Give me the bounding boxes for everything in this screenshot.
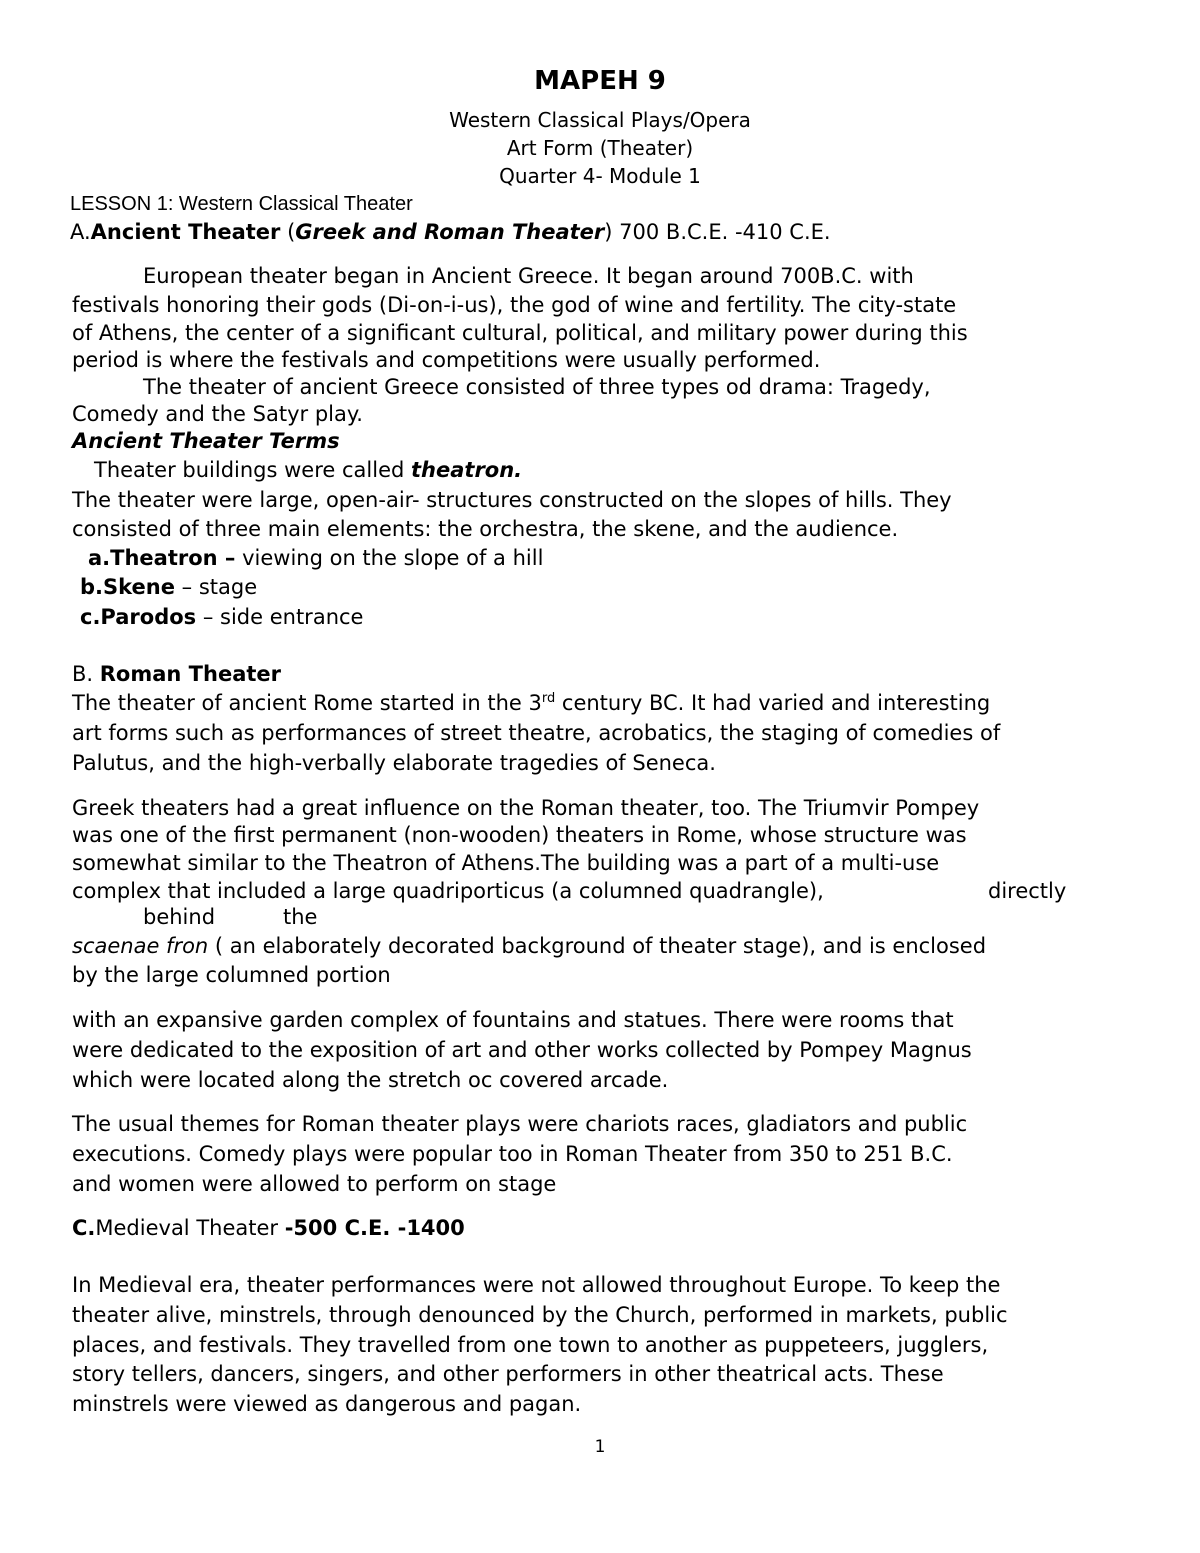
theatron-word: theatron. bbox=[411, 458, 523, 482]
section-a-paren-close: ) bbox=[604, 220, 613, 244]
para-c1-line: theater alive, minstrels, through denounced by the Church, performed in markets, public bbox=[72, 1303, 1008, 1327]
para-c1-line: minstrels were viewed as dangerous and pagan. bbox=[72, 1392, 582, 1416]
para-a2-line: Comedy and the Satyr play. bbox=[72, 402, 363, 426]
para-b1-line: Palutus, and the high-verbally elaborate tragedies of Seneca. bbox=[72, 751, 716, 775]
terms-heading: Ancient Theater Terms bbox=[72, 429, 340, 453]
section-a-dates: 700 B.C.E. -410 C.E. bbox=[612, 220, 831, 244]
subtitle-plays: Western Classical Plays/Opera bbox=[449, 108, 751, 132]
section-a-paren-open: ( bbox=[280, 220, 296, 244]
para-a1-line: period is where the festivals and competitions were usually performed. bbox=[72, 348, 821, 372]
para-a2-line: The theater of ancient Greece consisted of three types od drama: Tragedy, bbox=[143, 375, 931, 399]
theatron-line bbox=[94, 456, 522, 485]
para-b5-line: executions. Comedy plays were popular too in Roman Theater from 350 to 251 B.C. bbox=[72, 1142, 953, 1166]
para-b2-word: the bbox=[283, 905, 318, 929]
para-c1-line: places, and festivals. They travelled from one town to another as puppeteers, jugglers, bbox=[72, 1333, 989, 1357]
para-b3-line: by the large columned portion bbox=[72, 963, 391, 987]
term-skene: b.Skene – stage bbox=[80, 575, 258, 599]
para-b4-line: with an expansive garden complex of fountains and statues. There were rooms that bbox=[72, 1008, 954, 1032]
subtitle-quarter: Quarter 4- Module 1 bbox=[499, 164, 701, 188]
para-c1-line: In Medieval era, theater performances were not allowed throughout Europe. To keep the bbox=[72, 1273, 1001, 1297]
para-b2-line: was one of the first permanent (non-wooden) theaters in Rome, whose structure was bbox=[72, 823, 967, 847]
para-c1-line: story tellers, dancers, singers, and other performers in other theatrical acts. These bbox=[72, 1362, 944, 1386]
para-b5-line: The usual themes for Roman theater plays were chariots races, gladiators and public bbox=[72, 1112, 968, 1136]
para-b2-line: complex that included a large quadriporticus (a columned quadrangle), bbox=[72, 879, 824, 903]
para-b2-line: Greek theaters had a great influence on the Roman theater, too. The Triumvir Pompey bbox=[72, 796, 980, 820]
para-b2-word: behind bbox=[143, 905, 216, 929]
term-parodos: c.Parodos – side entrance bbox=[80, 605, 364, 629]
para-b2-line: somewhat similar to the Theatron of Athens.The building was a part of a multi-use bbox=[72, 851, 940, 875]
lesson-heading: LESSON 1: Western Classical Theater bbox=[70, 193, 413, 215]
section-b-heading: B. Roman Theater bbox=[72, 662, 282, 686]
para-a1-line: European theater began in Ancient Greece. It began around 700B.C. with bbox=[143, 264, 914, 288]
para-terms-line: The theater were large, open-air- structures constructed on the slopes of hills. They bbox=[72, 488, 952, 512]
para-a1-line: festivals honoring their gods (Di-on-i-us), the god of wine and fertility. The city-state bbox=[72, 293, 957, 317]
para-b4-line: were dedicated to the exposition of art and other works collected by Pompey Magnus bbox=[72, 1038, 972, 1062]
term-theatron: a.Theatron – viewing on the slope of a hill bbox=[88, 546, 544, 570]
section-a-heading bbox=[70, 218, 831, 247]
para-b5-line: and women were allowed to perform on stage bbox=[72, 1172, 557, 1196]
section-a-subtitle: Greek and Roman Theater bbox=[295, 220, 605, 244]
section-a-title: Ancient Theater bbox=[90, 220, 281, 244]
theatron-line-text: Theater buildings were called bbox=[94, 458, 411, 482]
section-a-prefix: A. bbox=[70, 220, 91, 244]
para-a1-line: of Athens, the center of a significant cultural, political, and military power during this bbox=[72, 321, 968, 345]
page-number: 1 bbox=[594, 1437, 606, 1457]
subtitle-art-form: Art Form (Theater) bbox=[506, 136, 694, 160]
para-b3-line: scaenae fron ( an elaborately decorated background of theater stage), and is enclosed bbox=[72, 934, 987, 958]
para-terms-line: consisted of three main elements: the orchestra, the skene, and the audience. bbox=[72, 517, 899, 541]
para-b1-line: art forms such as performances of street theatre, acrobatics, the staging of comedies of bbox=[72, 721, 1001, 745]
section-c-heading: C.Medieval Theater -500 C.E. -1400 bbox=[72, 1216, 465, 1240]
para-b1-line: The theater of ancient Rome started in the 3rd century BC. It had varied and interesting bbox=[72, 691, 991, 715]
para-b2-word: directly bbox=[988, 879, 1067, 903]
document-title: MAPEH 9 bbox=[534, 66, 666, 96]
para-b4-line: which were located along the stretch oc covered arcade. bbox=[72, 1068, 669, 1092]
